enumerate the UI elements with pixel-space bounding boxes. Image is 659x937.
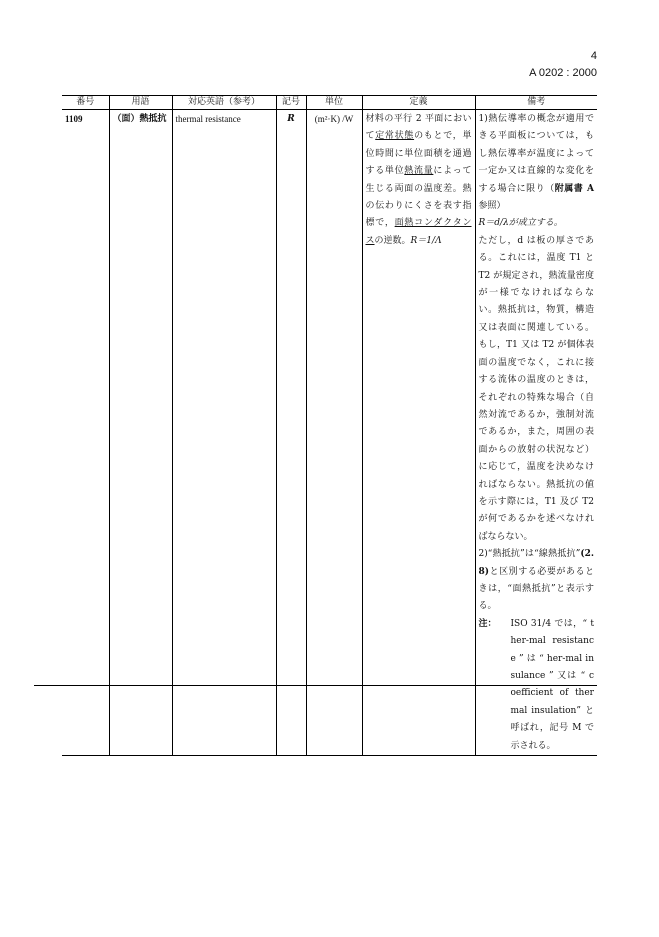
col-header-term: 用語 (109, 96, 172, 110)
note-text: ISO 31/4 では，“ ther-mal resistance ” は “ her-mal insulance ” 又は “ coefficient of thermal insulation” と呼ばれ，記号 M で示される。 (510, 618, 594, 751)
col-header-english: 対応英語（参考） (172, 96, 276, 110)
remark-2 (479, 546, 595, 616)
remark-1-continued: ただし，d は板の厚さである。これには，温度 T1 と T2 が規定され，熱流量密度が一様でなければならない。熱抵抗は，物質，構造又は表面に関連している。もし，T1 又は T2 が個体表面の温度でなく，これに接する流体の温度のときは，それぞれの特殊な場合（自然対流であるか，強制対流であるか，また，周囲の表面からの放射の状況など）に応じて，温度を決めなければならない。熱抵抗の値を示す際には，T1 及び T2 が何であるかを述べなければならない。 (478, 235, 594, 542)
col-header-unit: 単位 (306, 96, 362, 110)
entry-definition (362, 110, 475, 756)
definition-link-steady-state: 定常状態 (375, 131, 415, 142)
definition-text-3: によって生じる両面の温度差。熱の伝わりにくさを表す指標で， (365, 166, 472, 229)
remark-1-text: 1)熱伝導率の概念が適用できる平面板については，もし熱伝導率が温度によって一定か又は直線的な変化をする場合に限り（ (478, 114, 594, 194)
entry-english: thermal resistance (172, 110, 276, 756)
remark-formula: R＝d/λが成立する。 (478, 218, 563, 229)
remark-1-annex-ref: 附属書 A (554, 183, 594, 194)
entry-unit: (m²·K) /W (306, 110, 362, 756)
definition-text-2: のもとで，単位時間に単位面積を通過する単位 (365, 131, 472, 177)
definition-link-surface-conductance: 面熱コンダクタンス (365, 218, 472, 246)
page-number: 4 (590, 50, 597, 62)
definition-text-1: 材料の平行 2 平面において (365, 114, 472, 142)
table-header-row (62, 96, 597, 110)
col-header-definition: 定義 (362, 96, 475, 110)
col-header-number: 番号 (62, 96, 109, 110)
entry-symbol: R (276, 110, 306, 756)
remark-2-text: 2)“熱抵抗”は“線熱抵抗” (478, 549, 581, 560)
definition-text-4: の逆数。 (374, 235, 411, 246)
definition-formula: R＝1/Λ (410, 235, 442, 246)
entry-number: 1109 (65, 114, 83, 124)
glossary-table (62, 95, 597, 756)
table-row (62, 110, 597, 756)
note-label: 注： (478, 618, 497, 629)
remark-2-tail: と区別する必要があるときは，“面熱抵抗”と表示する。 (478, 566, 594, 612)
entry-term: （面）熱抵抗 (109, 110, 172, 756)
col-header-remarks: 備考 (475, 96, 597, 110)
col-header-symbol: 記号 (276, 96, 306, 110)
remark-1 (479, 111, 595, 215)
remark-1-tail: 参照） (478, 201, 506, 212)
entry-remarks (475, 110, 597, 756)
bottom-rule (34, 685, 597, 686)
remark-2-ref: (2.8) (478, 549, 594, 577)
standard-number: A 0202 : 2000 (529, 67, 597, 79)
definition-link-heat-flow: 熱流量 (404, 166, 434, 177)
